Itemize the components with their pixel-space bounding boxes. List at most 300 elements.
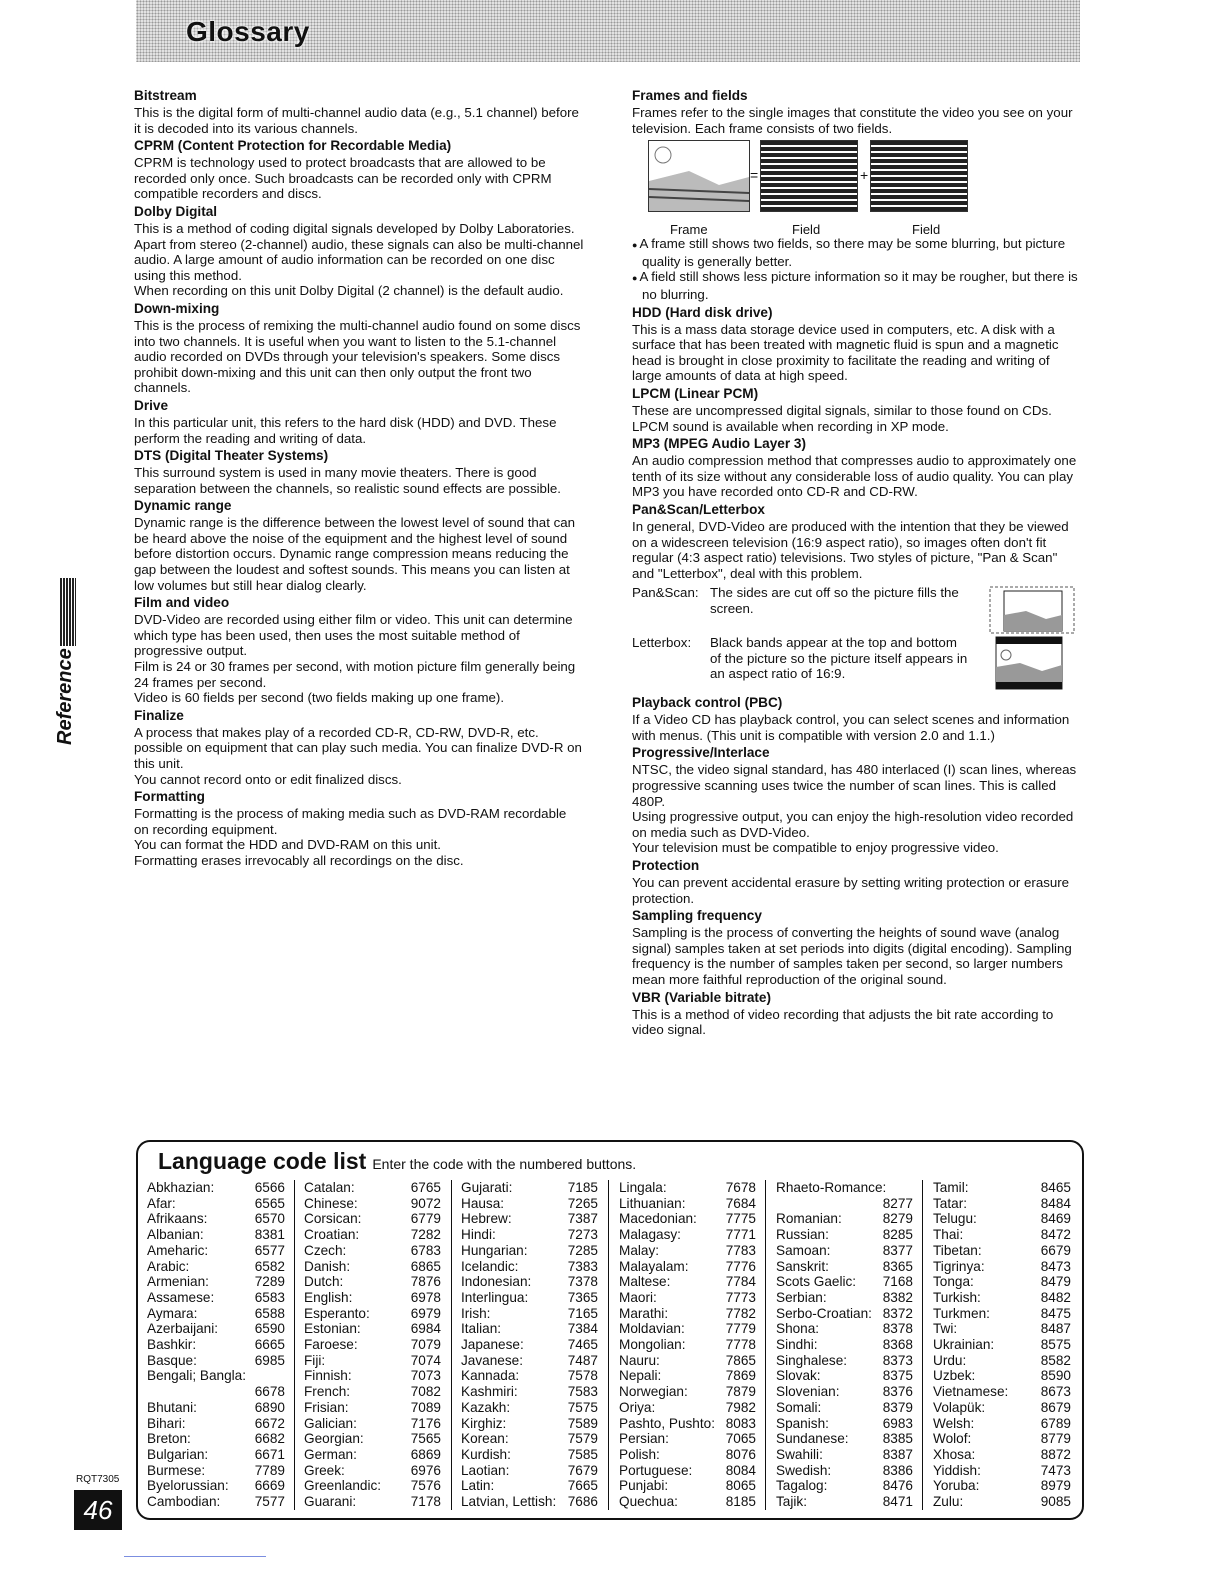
language-code-row (776, 1463, 913, 1479)
language-name: Quechua: (619, 1494, 678, 1510)
glossary-definition: Video is 60 fields per second (two fields making up one frame). (134, 690, 505, 706)
language-code: 7282 (410, 1227, 441, 1243)
language-code: 7865 (725, 1352, 756, 1368)
column-divider (608, 1180, 609, 1510)
language-code: 8382 (882, 1289, 913, 1305)
language-name: Telugu: (933, 1211, 977, 1227)
language-code-row (147, 1321, 285, 1337)
language-name: Romanian: (776, 1211, 842, 1227)
language-code: 8779 (1040, 1431, 1071, 1447)
language-code: 6869 (410, 1446, 441, 1462)
glossary-entry (134, 498, 584, 593)
language-name: Sundanese: (776, 1431, 849, 1447)
language-code: 6779 (410, 1211, 441, 1227)
glossary-left-column (134, 86, 584, 869)
language-code: 6583 (254, 1289, 285, 1305)
language-name: Bashkir: (147, 1337, 197, 1353)
page-title: Glossary (186, 16, 310, 47)
language-name: Sindhi: (776, 1337, 818, 1353)
language-code-row (304, 1478, 441, 1494)
language-code-row (776, 1431, 913, 1447)
language-code: 7285 (567, 1242, 598, 1258)
language-code-row (619, 1463, 756, 1479)
language-code-row (304, 1321, 441, 1337)
language-name: Kirghiz: (461, 1415, 507, 1431)
language-name: Lingala: (619, 1180, 667, 1195)
frame-image (648, 140, 750, 212)
language-code-row (933, 1400, 1071, 1416)
language-code: 8373 (882, 1352, 913, 1368)
language-name: Vietnamese: (933, 1384, 1009, 1400)
language-code: 7589 (567, 1415, 598, 1431)
language-code-row (776, 1259, 913, 1275)
language-code-row (147, 1337, 285, 1353)
language-code: 8590 (1040, 1368, 1071, 1384)
language-code: 8979 (1040, 1478, 1071, 1494)
language-code-row (619, 1196, 756, 1212)
language-code-row (304, 1431, 441, 1447)
glossary-entry (632, 908, 1080, 987)
bullet-item: ● A frame still shows two fields, so there may be some blurring, but picture quality is generally better. (632, 236, 1080, 269)
language-code-row (304, 1463, 441, 1479)
language-code-row (461, 1400, 598, 1416)
language-code-row (776, 1274, 913, 1290)
language-code-row (933, 1384, 1071, 1400)
language-name: Irish: (461, 1305, 491, 1321)
landscape-picture-icon (649, 141, 749, 211)
language-code: 7089 (410, 1399, 441, 1415)
glossary-definition: Sampling is the process of converting the heights of sound wave (analog signal) samples taken at set periods into digits (digital encoding). Sampling frequency is the number of samples taken per second, so larger numbers mean more faithful reproduction of the original sound. (632, 925, 1072, 987)
column-divider (765, 1180, 766, 1510)
language-code-row (776, 1353, 913, 1369)
language-code-row (776, 1447, 913, 1463)
language-code-row (147, 1306, 285, 1322)
glossary-definition: When recording on this unit Dolby Digital (2 channel) is the default audio. (134, 283, 564, 299)
language-code: 6582 (254, 1258, 285, 1274)
language-code-row (304, 1211, 441, 1227)
plus-sign: + (860, 167, 869, 184)
language-code-row (304, 1259, 441, 1275)
language-name: Maori: (619, 1289, 657, 1305)
language-code: 8379 (882, 1399, 913, 1415)
language-code: 8387 (882, 1446, 913, 1462)
equals-sign: = (750, 167, 759, 184)
figure-caption: Field (912, 222, 941, 238)
language-code-row (461, 1447, 598, 1463)
language-name: Albanian: (147, 1227, 204, 1243)
language-code-row (461, 1416, 598, 1432)
language-code-row (461, 1478, 598, 1494)
language-code-row (461, 1227, 598, 1243)
letterbox-text: Black bands appear at the top and bottom of the picture so the picture itself appears in an aspect ratio of 16:9. (710, 635, 968, 682)
language-name: Japanese: (461, 1337, 524, 1353)
language-code-row (147, 1211, 285, 1227)
language-code: 7165 (567, 1305, 598, 1321)
language-name: Aymara: (147, 1305, 198, 1321)
language-code-row (933, 1211, 1071, 1227)
language-code: 7982 (725, 1399, 756, 1415)
language-code: 7265 (567, 1195, 598, 1211)
language-code-row (619, 1259, 756, 1275)
language-name: Tamil: (933, 1180, 969, 1195)
language-name: Corsican: (304, 1211, 362, 1227)
language-code: 7784 (725, 1274, 756, 1290)
language-name: English: (304, 1289, 353, 1305)
language-code-row (933, 1274, 1071, 1290)
language-code: 7273 (567, 1227, 598, 1243)
language-code: 7487 (567, 1352, 598, 1368)
glossary-entry (632, 88, 1080, 303)
language-code-row (619, 1180, 756, 1196)
language-code-row (461, 1259, 598, 1275)
language-code: 7773 (725, 1289, 756, 1305)
language-name: Urdu: (933, 1352, 967, 1368)
language-name: Tagalog: (776, 1478, 828, 1494)
language-code-row (619, 1211, 756, 1227)
language-name: Marathi: (619, 1305, 669, 1321)
language-code: 7387 (567, 1211, 598, 1227)
language-code: 8472 (1040, 1227, 1071, 1243)
language-name: Guarani: (304, 1494, 357, 1510)
glossary-definition: Film is 24 or 30 frames per second, with motion picture film generally being 24 frames per second. (134, 659, 576, 690)
language-code: 7665 (567, 1478, 598, 1494)
language-code-row (147, 1368, 285, 1384)
language-column (304, 1180, 441, 1510)
language-code: 6671 (254, 1446, 285, 1462)
language-code-row (147, 1243, 285, 1259)
glossary-definition: Formatting is the process of making media such as DVD-RAM recordable on recording equipment. (134, 806, 567, 837)
glossary-definition: This is the digital form of multi-channel audio data (e.g., 5.1 channel) before it is decoded into its various channels. (134, 105, 579, 136)
frames-fields-figure (632, 140, 1012, 236)
glossary-definition: You can format the HDD and DVD-RAM on this unit. (134, 837, 441, 853)
language-name: Frisian: (304, 1399, 349, 1415)
language-name: Kazakh: (461, 1399, 511, 1415)
language-code: 7776 (725, 1258, 756, 1274)
language-code-row (304, 1416, 441, 1432)
language-name: Pashto, Pushto: (619, 1415, 715, 1431)
field-image (760, 140, 858, 212)
language-code: 7783 (725, 1242, 756, 1258)
language-name: Chinese: (304, 1195, 358, 1211)
language-code: 8375 (882, 1368, 913, 1384)
language-name: Tajik: (776, 1494, 807, 1510)
language-code: 8673 (1040, 1384, 1071, 1400)
column-divider (922, 1180, 923, 1510)
glossary-term: Pan&Scan/Letterbox (632, 501, 765, 517)
language-name: Czech: (304, 1242, 347, 1258)
language-name: Cambodian: (147, 1494, 221, 1510)
language-code-row (147, 1400, 285, 1416)
language-code: 7876 (410, 1274, 441, 1290)
field-image (870, 140, 968, 212)
language-name: Serbian: (776, 1289, 827, 1305)
language-code: 7074 (410, 1352, 441, 1368)
language-name: Tatar: (933, 1195, 967, 1211)
language-code: 6978 (410, 1289, 441, 1305)
glossary-term: Drive (134, 397, 169, 413)
language-code: 6985 (254, 1352, 285, 1368)
language-name: Rhaeto-Romance: (776, 1180, 887, 1195)
glossary-term: Dolby Digital (134, 203, 218, 219)
language-code: 8575 (1040, 1337, 1071, 1353)
glossary-definition: This is a method of coding digital signals developed by Dolby Laboratories. Apart from stereo (2-channel) audio, these signals can also be multi-channel audio. A large amount of audio information can be recorded on one disc using this method. (134, 220, 584, 283)
glossary-definition: A process that makes play of a recorded CD-R, CD-RW, DVD-R, etc. possible on equipment that can play such media. You can finalize DVD-R on this unit. (134, 724, 582, 771)
language-name: Samoan: (776, 1242, 831, 1258)
language-name: Hungarian: (461, 1242, 528, 1258)
language-name: Russian: (776, 1227, 829, 1243)
language-code: 7082 (410, 1384, 441, 1400)
language-code-row (933, 1494, 1071, 1510)
language-name: Twi: (933, 1321, 958, 1337)
language-code: 7778 (725, 1337, 756, 1353)
language-code: 7384 (567, 1321, 598, 1337)
language-name: Italian: (461, 1321, 502, 1337)
language-name: Turkish: (933, 1289, 981, 1305)
language-code-row (147, 1494, 285, 1510)
language-code: 7779 (725, 1321, 756, 1337)
glossary-definition: These are uncompressed digital signals, similar to those found on CDs. LPCM sound is available when recording in XP mode. (632, 402, 1052, 434)
language-code-row (776, 1368, 913, 1384)
language-code: 6976 (410, 1462, 441, 1478)
language-code-row (933, 1463, 1071, 1479)
language-code: 8386 (882, 1462, 913, 1478)
language-code: 6679 (1040, 1242, 1071, 1258)
glossary-entry (632, 502, 1080, 693)
glossary-entry (134, 301, 584, 396)
glossary-entry (134, 789, 584, 868)
language-code-row (619, 1431, 756, 1447)
language-name: Armenian: (147, 1274, 209, 1290)
glossary-definition: This is a method of video recording that adjusts the bit rate according to video signal. (632, 1006, 1054, 1038)
language-name: Greek: (304, 1462, 345, 1478)
language-code-row (304, 1180, 441, 1196)
language-code: 7771 (725, 1227, 756, 1243)
language-code: 8475 (1040, 1305, 1071, 1321)
language-name: Malay: (619, 1242, 660, 1258)
language-code-row (933, 1478, 1071, 1494)
panscan-row (632, 585, 1080, 635)
language-name: Zulu: (933, 1494, 964, 1510)
language-code: 8872 (1040, 1446, 1071, 1462)
language-name: Kannada: (461, 1368, 520, 1384)
language-code: 7684 (725, 1195, 756, 1211)
language-code-row (304, 1227, 441, 1243)
language-code-row (933, 1447, 1071, 1463)
language-code: 6979 (410, 1305, 441, 1321)
glossary-term: Frames and fields (632, 88, 748, 103)
language-name: Tigrinya: (933, 1258, 985, 1274)
glossary-term: HDD (Hard disk drive) (632, 304, 773, 320)
language-code-row (147, 1259, 285, 1275)
language-code-row (933, 1243, 1071, 1259)
glossary-term: CPRM (Content Protection for Recordable Media) (134, 138, 452, 154)
glossary-term: DTS (Digital Theater Systems) (134, 448, 329, 464)
language-name: Bihari: (147, 1415, 186, 1431)
panscan-label: Pan&Scan: (632, 585, 699, 601)
language-name: Breton: (147, 1431, 191, 1447)
language-code: 8484 (1040, 1195, 1071, 1211)
language-code: 8465 (1040, 1180, 1071, 1195)
language-name: Portuguese: (619, 1462, 693, 1478)
language-name: Shona: (776, 1321, 820, 1337)
language-name: Persian: (619, 1431, 669, 1447)
language-code-row (933, 1353, 1071, 1369)
language-code: 8084 (725, 1462, 756, 1478)
language-name: Nepali: (619, 1368, 662, 1384)
language-name: Oriya: (619, 1399, 656, 1415)
language-name: Galician: (304, 1415, 357, 1431)
language-code: 7869 (725, 1368, 756, 1384)
glossary-entry (632, 745, 1080, 856)
language-code: 7576 (410, 1478, 441, 1494)
language-code: 6590 (254, 1321, 285, 1337)
language-column (461, 1180, 598, 1510)
language-column (933, 1180, 1071, 1510)
language-code: 8385 (882, 1431, 913, 1447)
language-code-row (776, 1180, 913, 1196)
language-column (147, 1180, 285, 1510)
language-name: Burmese: (147, 1462, 206, 1478)
language-code: 7365 (567, 1289, 598, 1305)
language-code-row (147, 1478, 285, 1494)
language-code-row (619, 1321, 756, 1337)
language-code-row (619, 1290, 756, 1306)
language-column (776, 1180, 913, 1510)
language-code-heading: Language code list (158, 1148, 367, 1174)
language-code-row (619, 1416, 756, 1432)
language-code-row (776, 1337, 913, 1353)
language-name: Swahili: (776, 1446, 823, 1462)
language-code: 8377 (882, 1242, 913, 1258)
language-code-row (776, 1243, 913, 1259)
language-code-row (461, 1494, 598, 1510)
language-code-row (933, 1306, 1071, 1322)
column-divider (294, 1180, 295, 1510)
language-code: 7679 (567, 1462, 598, 1478)
language-name: Latvian, Lettish: (461, 1494, 557, 1510)
language-name: Gujarati: (461, 1180, 513, 1195)
language-code-row (461, 1368, 598, 1384)
language-name: Spanish: (776, 1415, 829, 1431)
language-name: Estonian: (304, 1321, 361, 1337)
language-code: 7073 (410, 1368, 441, 1384)
language-name: Malagasy: (619, 1227, 681, 1243)
language-name: Yoruba: (933, 1478, 980, 1494)
glossary-definition: CPRM is technology used to protect broadcasts that are allowed to be recorded only once. Such broadcasts can be recorded only with CPRM compatible recorders and discs. (134, 155, 552, 202)
glossary-term: Sampling frequency (632, 908, 762, 924)
glossary-entry (134, 398, 584, 446)
glossary-entry (632, 858, 1080, 906)
language-code-row (776, 1290, 913, 1306)
glossary-definition: In this particular unit, this refers to the hard disk (HDD) and DVD. These perform the reading and writing of data. (134, 414, 557, 446)
language-name: Dutch: (304, 1274, 344, 1290)
letterbox-picture-icon (992, 635, 1068, 691)
language-code: 6566 (254, 1180, 285, 1195)
language-code-row (147, 1274, 285, 1290)
language-code-row (933, 1290, 1071, 1306)
language-code-row (461, 1306, 598, 1322)
language-code: 6665 (254, 1337, 285, 1353)
language-code: 7465 (567, 1337, 598, 1353)
language-code: 8487 (1040, 1321, 1071, 1337)
language-code: 8372 (882, 1305, 913, 1321)
language-code-title (158, 1148, 636, 1175)
language-name: Icelandic: (461, 1258, 519, 1274)
language-name: Abkhazian: (147, 1180, 215, 1195)
language-name: Malayalam: (619, 1258, 689, 1274)
language-name: Slovenian: (776, 1384, 840, 1400)
language-code-row (619, 1368, 756, 1384)
language-code-row (461, 1337, 598, 1353)
language-name: Scots Gaelic: (776, 1274, 857, 1290)
glossary-definition: You cannot record onto or edit finalized discs. (134, 771, 402, 787)
language-column (619, 1180, 756, 1510)
language-name: Basque: (147, 1352, 197, 1368)
language-code-row (147, 1227, 285, 1243)
language-name: Mongolian: (619, 1337, 686, 1353)
language-code-row (147, 1353, 285, 1369)
language-code-row (776, 1416, 913, 1432)
language-code-row (461, 1196, 598, 1212)
language-code: 8185 (725, 1494, 756, 1510)
language-name: Kurdish: (461, 1446, 511, 1462)
footer-rule (124, 1556, 266, 1557)
language-code-row (147, 1196, 285, 1212)
language-name: Esperanto: (304, 1305, 370, 1321)
language-code-row (933, 1368, 1071, 1384)
language-code-row (776, 1321, 913, 1337)
language-name: Ukrainian: (933, 1337, 995, 1353)
glossary-definition: Using progressive output, you can enjoy the high-resolution video recorded on media such as DVD-Video. (632, 809, 1074, 840)
glossary-term: Progressive/Interlace (632, 745, 770, 761)
language-code-row (304, 1384, 441, 1400)
language-name: Javanese: (461, 1352, 523, 1368)
language-name: Uzbek: (933, 1368, 976, 1384)
language-name: Korean: (461, 1431, 509, 1447)
language-code-row (933, 1416, 1071, 1432)
language-code-row (933, 1180, 1071, 1196)
language-code: 7585 (567, 1446, 598, 1462)
language-name: Sanskrit: (776, 1258, 829, 1274)
language-code: 7185 (567, 1180, 598, 1195)
language-code-row (304, 1353, 441, 1369)
language-code-row (461, 1243, 598, 1259)
language-name: Maltese: (619, 1274, 671, 1290)
language-code-row (933, 1321, 1071, 1337)
language-name: German: (304, 1446, 357, 1462)
language-code: 8076 (725, 1446, 756, 1462)
page-number: 46 (74, 1490, 122, 1530)
language-code: 7879 (725, 1384, 756, 1400)
language-code: 6669 (254, 1478, 285, 1494)
language-code: 6983 (882, 1415, 913, 1431)
language-code: 6588 (254, 1305, 285, 1321)
language-name: Swedish: (776, 1462, 832, 1478)
language-code: 7583 (567, 1384, 598, 1400)
glossary-term: Finalize (134, 707, 184, 723)
language-code: 7789 (254, 1462, 285, 1478)
language-name: Hausa: (461, 1195, 505, 1211)
language-code: 8285 (882, 1227, 913, 1243)
language-code: 8479 (1040, 1274, 1071, 1290)
language-name: Volapük: (933, 1399, 986, 1415)
language-code-row (619, 1447, 756, 1463)
language-code-row (304, 1290, 441, 1306)
language-code-row (304, 1196, 441, 1212)
language-name: Welsh: (933, 1415, 975, 1431)
language-code: 6570 (254, 1211, 285, 1227)
language-code-row (147, 1290, 285, 1306)
